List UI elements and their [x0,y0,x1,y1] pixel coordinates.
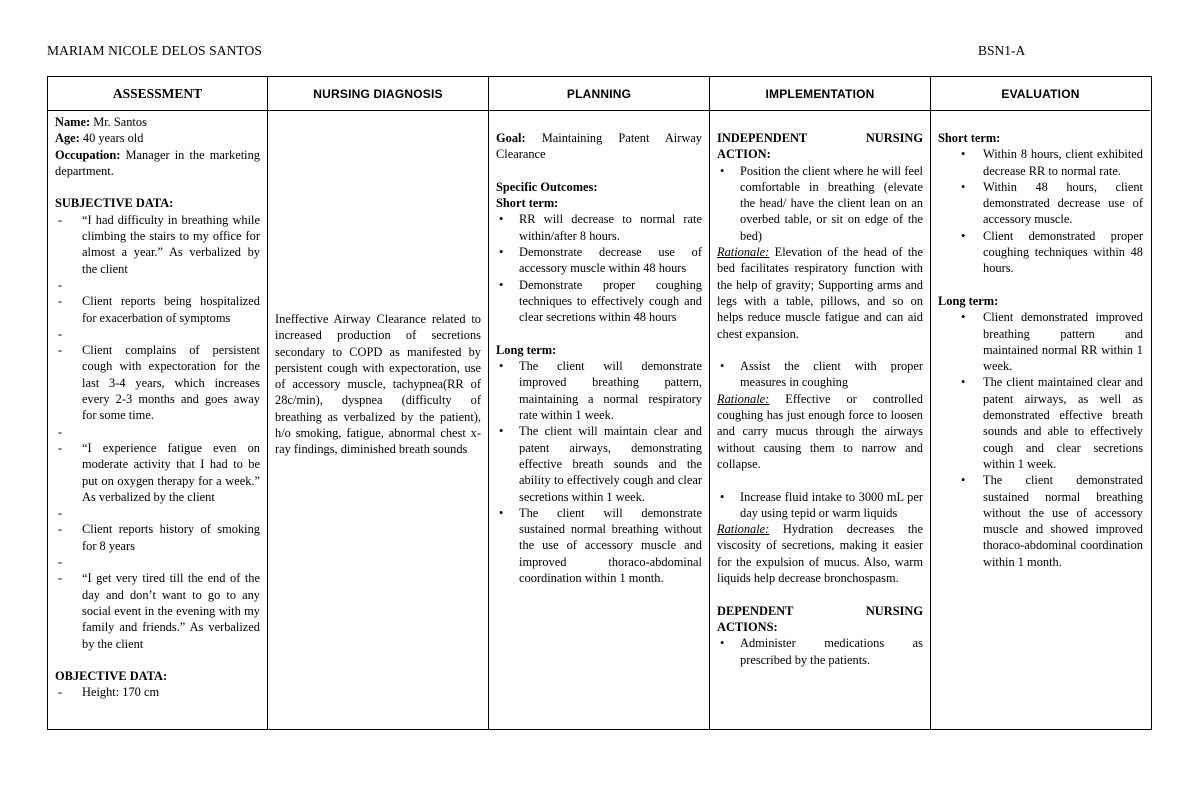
rationale-text: Hydration decreases the viscosity of secretions, making it easier for the expulsion of mucus. Also, warm liquids help decrease bronchospasm. [717,522,923,586]
patient-occupation [55,147,260,180]
rationale-label: Rationale: [717,391,770,406]
planning-short-item: • Demonstrate proper coughing techniques to effectively cough and clear secretions within 48 hours [496,277,702,326]
independent-action-item: • Assist the client with proper measures in coughing [717,358,923,391]
planning-short-list [496,211,702,325]
planning-short-item: • Demonstrate decrease use of accessory muscle within 48 hours [496,244,702,277]
evaluation-long-list [938,309,1143,570]
diagnosis-text: Ineffective Airway Clearance related to increased production of secretions secondary to COPD as manifested by persistent cough with expectoration, use of accessory muscle, tachypnea(RR of 28c/min), dyspnea (difficulty of breathing as verbalized by the patient), h/o smoking, fatigue, abnormal chest x-ray findings, diminished breath sounds [275,312,481,457]
objective-list [55,684,260,700]
dependent-heading-line2: ACTIONS: [717,619,778,634]
independent-action-list [717,163,923,244]
goal-value: Maintaining Patent Airway Clearance [496,131,702,162]
subjective-item: - “I get very tired till the end of the day and don’t want to go to any social event in the evening with my family and friends.” As verbalized by the client [55,570,260,651]
evaluation-column [931,77,1150,729]
independent-action-list [717,489,923,522]
occupation-value: Manager in the marketing department. [55,147,260,178]
goal-label: Goal: [496,131,526,145]
evaluation-long-item: • Client demonstrated improved breathing pattern and maintained normal RR within 1 week. [938,309,1143,374]
rationale [717,244,923,342]
dependent-action-list [717,635,923,668]
evaluation-long-heading: Long term: [938,293,999,308]
planning-long-item: • The client will maintain clear and patent airways, demonstrating effective breath sounds and the ability to effectively cough and clear secretions within 1 week. [496,423,702,504]
age-value: 40 years old [79,131,144,146]
evaluation-short-item: • Within 48 hours, client demonstrated decrease use of accessory muscle. [938,179,1143,228]
evaluation-short-list [938,146,1143,276]
evaluation-short-item: • Client demonstrated proper coughing techniques within 48 hours. [938,228,1143,277]
assessment-column [48,77,268,729]
diagnosis-column [268,77,489,729]
rationale [717,521,923,586]
planning-long-heading: Long term: [496,342,557,357]
patient-name [55,114,260,130]
independent-action-item: • Position the client where he will feel comfortable in breathing (elevate the head/ have the client lean on an overbed table, or sit on edge of the bed) [717,163,923,244]
independent-heading: INDEPENDENT NURSING [717,131,923,145]
independent-action-item: • Increase fluid intake to 3000 mL per day using tepid or warm liquids [717,489,923,522]
subjective-item: - Client reports being hospitalized for exacerbation of symptoms [55,293,260,326]
rationale [717,391,923,472]
planning-short-heading: Short term: [496,196,559,211]
rationale-label: Rationale: [717,522,770,537]
planning-long-list [496,358,702,586]
implementation-header: IMPLEMENTATION [710,77,930,111]
student-name: MARIAM NICOLE DELOS SANTOS [47,43,262,58]
subjective-item: - “I experience fatigue even on moderate activity that I had to be put on oxygen therapy for a week.” As verbalized by the client [55,440,260,505]
objective-item: - Height: 170 cm [55,684,260,700]
planning-header: PLANNING [489,77,709,111]
nursing-care-plan-table [47,76,1152,730]
assessment-header: ASSESSMENT [48,77,267,111]
subjective-item: - “I had difficulty in breathing while climbing the stairs to my office for almost a year.” As verbalized by the client [55,212,260,277]
independent-action-list [717,358,923,391]
planning-goal [496,130,702,163]
subjective-item: - Client reports history of smoking for 8 years [55,521,260,554]
evaluation-long-item: • The client demonstrated sustained normal breathing without the use of accessory muscle and showed improved thoraco-abdominal coordination within 1 month. [938,472,1143,570]
evaluation-header: EVALUATION [931,77,1150,111]
subjective-heading: SUBJECTIVE DATA: [55,196,174,211]
dependent-action-item: • Administer medications as prescribed by the patients. [717,635,923,668]
evaluation-long-item: • The client maintained clear and patent airways, as well as demonstrated effective breath sounds and able to effectively cough and clear secretions within 1 week. [938,374,1143,472]
evaluation-short-item: • Within 8 hours, client exhibited decrease RR to normal rate. [938,146,1143,179]
planning-column [489,77,710,729]
rationale-label: Rationale: [717,245,770,260]
evaluation-short-heading: Short term: [938,131,1001,145]
age-label: Age: [55,131,80,146]
patient-age [55,130,260,146]
implementation-column [710,77,931,729]
name-value: Mr. Santos [90,115,147,129]
section-label: BSN1-A [978,43,1026,58]
name-label: Name: [55,115,91,129]
occupation-label: Occupation: [55,147,121,162]
diagnosis-header: NURSING DIAGNOSIS [268,77,488,111]
planning-short-item: • RR will decrease to normal rate within/after 8 hours. [496,211,702,244]
subjective-item: - Client complains of persistent cough with expectoration for the last 3-4 years, which increases every 2-3 months and goes away for some time. [55,342,260,423]
planning-long-item: • The client will demonstrate improved breathing pattern, maintaining a normal respiratory rate within 1 week. [496,358,702,423]
planning-long-item: • The client will demonstrate sustained normal breathing without the use of accessory muscle and improved thoraco-abdominal coordination within 1 month. [496,505,702,586]
rationale-text: Effective or controlled coughing has just enough force to loosen and carry mucus through the airways without causing them to narrow and collapse. [717,391,923,471]
independent-heading-line2: ACTION: [717,147,771,162]
subjective-list [55,212,260,652]
dependent-heading: DEPENDENT NURSING [717,603,923,618]
rationale-text: Elevation of the head of the bed facilitates respiratory function with the help of gravity; Supporting arms and legs with a table, pillows, and so on helps reduce muscle fatigue and can aid chest expansion. [717,245,923,341]
objective-heading: OBJECTIVE DATA: [55,669,168,684]
outcomes-heading: Specific Outcomes: [496,179,598,194]
